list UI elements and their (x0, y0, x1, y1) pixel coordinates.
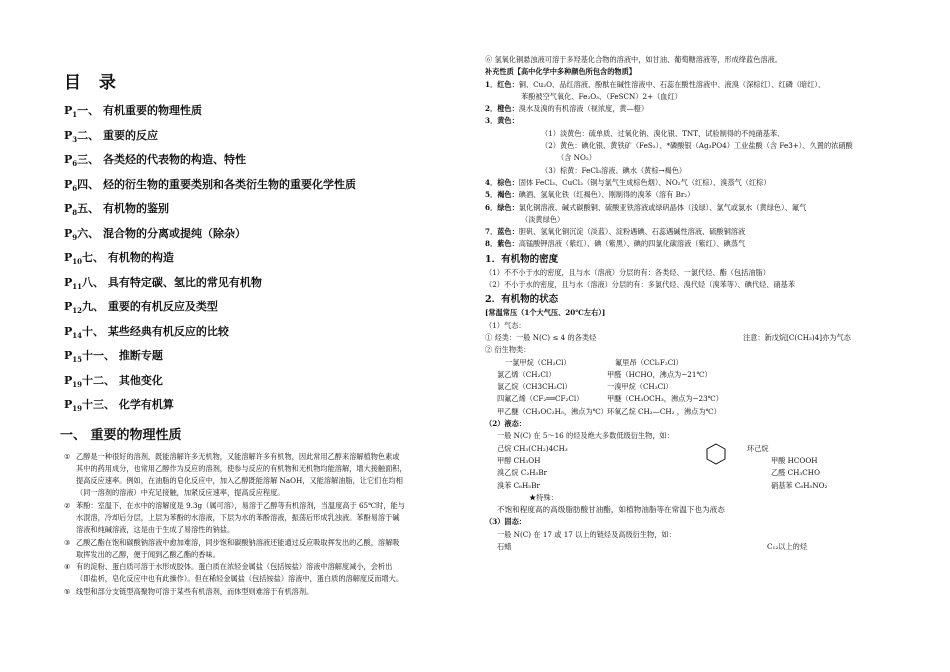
gas-line-1 (485, 332, 930, 344)
paragraph (64, 561, 455, 586)
toc-page-sub: 6 (72, 183, 78, 193)
color-row (485, 189, 930, 201)
color-label: 8．紫色： (485, 239, 519, 249)
color-text: 苯酚被空气氧化、Fe₂O₃、（FeSCN）2+（血红） (521, 91, 682, 101)
color-label: 3．黄色： (485, 116, 519, 126)
toc-item (64, 197, 455, 222)
toc-item-label: 三、 各类烃的代表物的构造、特性 (77, 153, 246, 166)
gas-item-right: 环氧乙烷 CH₂—CH₂ ，沸点为℃） (607, 406, 721, 416)
solid-example (485, 541, 930, 553)
toc-page-number: $P_3$ (64, 128, 78, 144)
paragraph (64, 500, 455, 537)
supplement-title: 补充性质【高中化学中多种颜色所包含的物质】 (485, 67, 636, 77)
paragraph-line (64, 573, 455, 585)
special-text: 不饱和程度高的高级脂肪酸甘油酯，如植物油脂等在常温下也为液态 (497, 505, 725, 515)
benzene-ring-icon (705, 443, 727, 465)
color-text: 胆矾、氢氧化铜沉淀（淡蓝）、淀粉遇碘、石蕊遇碱性溶液、硫酸铜溶液 (518, 227, 746, 237)
toc-item (64, 369, 455, 394)
paragraph-number: ③ (64, 537, 71, 547)
toc-item (64, 246, 455, 271)
toc-page-sub: 9 (72, 232, 78, 242)
color-text: 碘酒、氢氧化铁（红褐色）、刚制得的溴苯（溶有 Br₂） (518, 190, 695, 200)
gas-item-left: 一氯甲烷（CH₃Cl） (505, 357, 571, 367)
gas-item-left: 氯乙烯（CH₂Cl） (497, 369, 556, 379)
yellow-sub-line: （含 NO₂） (557, 153, 596, 163)
toc-page-number: $P_6$ (64, 177, 78, 193)
solid-example-left: 石蜡 (497, 541, 512, 551)
density-line: （2）不小于水的密度，且与水（溶液）分层的有：多氯代烃、溴代烃（溴苯等）、碘代烃、硝基苯 (485, 280, 796, 290)
liquid-item-left: 溴苯 C₆H₅Br (497, 480, 540, 490)
color-row (485, 91, 930, 103)
color-label: 4．棕色： (485, 177, 519, 187)
toc-page-number: $P_{19}$ (64, 373, 83, 389)
yellow-sub-line: （2）黄色：碘化银、黄铁矿（FeS₂）、*磷酸银（Ag₃PO4）工业盐酸（含 Fe3+）、久置的浓硝酸 (541, 141, 853, 151)
toc-item (64, 344, 455, 369)
toc-page-number: $P_{19}$ (64, 398, 83, 414)
paragraph-line (64, 524, 455, 536)
paragraph-line (64, 475, 455, 487)
toc-item (64, 173, 455, 198)
liquid-pair-row (485, 467, 930, 479)
toc-page-sub: 10 (72, 257, 83, 267)
gas-item-right: 甲醛（HCHO，沸点为−21℃） (607, 369, 712, 379)
yellow-sub-line: （1）淡黄色：硫单质、过氧化钠、溴化银、TNT、试验制得的不纯硝基苯、 (541, 128, 785, 138)
liquid-item-right: 环己烷 (747, 443, 769, 453)
toc-title: 目 录 (64, 73, 122, 93)
gas-title: （1）气态： (485, 320, 526, 330)
color-label: 1．红色： (485, 79, 519, 89)
gas-item-right: 甲醚（CH₃OCH₃，沸点为−23℃） (607, 394, 723, 404)
toc-item (64, 271, 455, 296)
section-paragraphs (64, 451, 455, 599)
toc-item (64, 393, 455, 418)
paragraph-number: ① (64, 451, 71, 461)
toc-page-number: $P_{14}$ (64, 324, 83, 340)
toc-item (64, 295, 455, 320)
toc-item-label: 五、 有机物的鉴别 (77, 202, 169, 215)
toc-page-number: $P_{11}$ (64, 275, 83, 291)
color-text: 高锰酸钾溶液（紫红）、碘（紫黑）、碘的四氯化碳溶液（紫红）、碘蒸气 (518, 239, 746, 249)
color-label: 5．褐色： (485, 190, 519, 200)
solid-line: 一般 N(C) 在 17 或 17 以上的链烃及高级衍生物，如： (497, 529, 676, 539)
toc-page-sub: 19 (72, 404, 83, 414)
color-label: 6．绿色： (485, 202, 519, 212)
toc-page-sub: 6 (72, 159, 78, 169)
toc-page-sub: 1 (72, 110, 78, 120)
color-text: 铜、Cu₂O、品红溶液、酚酞在碱性溶液中、石蕊在酸性溶液中、液溴（深棕红）、红磷（暗红）、 (518, 79, 826, 89)
toc-page-number: $P_{10}$ (64, 251, 83, 267)
solid-example-right: C₁₂以上的烃 (767, 541, 808, 551)
liquid-item-right: 硝基苯 C₆H₅NO₂ (771, 480, 828, 490)
yellow-sub-line: （3）棕黄：FeCl₃溶液、碘水（黄棕→褐色） (541, 165, 687, 175)
toc-page-number: $P_1$ (64, 104, 78, 120)
paragraph-line (64, 451, 455, 463)
toc-item-label: 一、 有机重要的物理性质 (77, 104, 202, 117)
toc-page-number: $P_9$ (64, 226, 78, 242)
paragraph-line (64, 487, 455, 499)
hydroxide-note: ⑥ 氢氧化铜悬浊液可溶于多羟基化合物的溶液中，如甘油、葡萄糖溶液等，形成绛蓝色溶液。 (485, 55, 782, 64)
density-title: 1．有机物的密度 (485, 253, 559, 265)
toc-list (64, 99, 455, 418)
yellow-sublist (485, 128, 930, 177)
color-text: 固体 FeCl₃、CuCl₂（铜与氯气生成棕色烟）、NO₂气（红棕）、溴蒸气（红棕） (518, 177, 771, 187)
color-text: 氯化铜溶液、碱式碳酸铜、硫酸亚铁溶液或绿矾晶体（浅绿）、氯气或氯水（黄绿色）、氟气 (518, 202, 807, 212)
right-page (475, 0, 950, 672)
color-list-2 (485, 177, 930, 251)
paragraph-number: ⑤ (64, 586, 71, 596)
color-text: （淡黄绿色） (521, 214, 565, 224)
gas-item-left: 甲乙醚（CH₃OC₂H₅，沸点为℃） (497, 406, 608, 416)
paragraph-line (64, 549, 455, 561)
paragraph-text: 水混溶，冷却后分层，上层为苯酚的水溶液，下层为水的苯酚溶液，振荡后形成乳浊液。苯酚易溶于碱 (76, 512, 400, 522)
gas-hydrocarbons: ① 烃类：一般 N(C) ≤ 4 的各类烃 (485, 332, 597, 342)
gas-item-right: 一溴甲烷（CH₃Cl） (607, 382, 673, 392)
toc-page-number: $P_{15}$ (64, 349, 83, 365)
toc-item-label: 七、 有机物的构造 (82, 251, 174, 264)
paragraph-text: 有的淀粉、蛋白质可溶于水形成胶体。蛋白质在浓轻金属盐（包括铵盐）溶液中溶解度减小，会析出 (76, 562, 393, 572)
color-label: 2．橙色： (485, 104, 519, 114)
density-line: （1）不不小于水的密度，且与水（溶液）分层的有：各类烃、一氯代烃、酯（包括油脂） (485, 267, 770, 277)
gas-line-2: ② 衍生物类： (485, 345, 531, 355)
liquid-item-right: 甲酸 HCOOH (771, 455, 818, 465)
gas-pair-row (485, 369, 930, 381)
gas-note: 注意：新戊烷[C(CH₃)4]亦为气态 (743, 332, 851, 342)
toc-page-sub: 14 (72, 330, 83, 340)
state-title: 2．有机物的状态 (485, 294, 559, 306)
toc-item-label: 十二、 其他变化 (82, 373, 163, 387)
gas-pair-row (485, 393, 930, 405)
toc-page-number: $P_{12}$ (64, 300, 83, 316)
toc-page-number: $P_6$ (64, 153, 78, 169)
toc-page-sub: 11 (72, 281, 83, 291)
gas-item-right: 氟里昂（CCl₂F₂Cl） (615, 357, 683, 367)
paragraph (64, 537, 455, 562)
density-lines (485, 267, 930, 292)
gas-derivatives (485, 357, 930, 418)
liquid-title: （2）液态： (485, 419, 526, 429)
paragraph-line (64, 512, 455, 524)
toc-item (64, 222, 455, 247)
color-list (485, 79, 930, 128)
gas-pair-row (485, 381, 930, 393)
paragraph (64, 451, 455, 500)
liquid-item-left: 己烷 CH₃(CH₂)4CH₃ (497, 443, 568, 453)
paragraph-line (64, 586, 455, 598)
paragraph-text: 苯酚：室温下，在水中的溶解度是 9.3g（属可溶），易溶于乙醇等有机溶剂，当温度高于 65℃时，能与 (76, 500, 405, 510)
toc-page-sub: 19 (72, 379, 83, 389)
color-row (485, 103, 930, 115)
solid-title: （3）固态： (485, 517, 526, 527)
toc-item (64, 320, 455, 345)
liquid-line: 一般 N(C) 在 5～16 的烃及绝大多数低级衍生物，如： (497, 431, 674, 441)
gas-item-left: 氯乙烷（CH3CH₂Cl） (497, 382, 572, 392)
toc-item-label: 六、 混合物的分离或提纯（除杂） (77, 226, 246, 240)
paragraph-text: 取挥发出的乙醇，便于闻到乙酸乙酯的香味。 (76, 549, 220, 559)
toc-item (64, 148, 455, 173)
toc-item-label: 十三、 化学有机算 (82, 398, 174, 411)
liquid-item-right: 乙醛 CH₃CHO (771, 468, 820, 478)
toc-item-label: 八、 具有特定碳、氢比的常见有机物 (82, 275, 262, 289)
toc-item-label: 十一、 推断专题 (82, 349, 163, 362)
special-label: ★特殊： (529, 492, 558, 502)
color-row (485, 214, 930, 226)
toc-page-sub: 8 (72, 208, 78, 218)
liquid-item-left: 溴乙烷 C₂H₅Br (497, 468, 548, 478)
color-text: 溴水及溴的有机溶液（视浓度，黄—橙） (518, 104, 649, 114)
gas-pair-row (485, 357, 930, 369)
liquid-item-left: 甲醇 CH₃OH (497, 455, 541, 465)
color-row (485, 79, 930, 91)
paragraph-text: 其中的药用成分，也常用乙醇作为反应的溶剂，使参与反应的有机物和无机物均能溶解，增大接触面积， (76, 463, 407, 473)
toc-page-sub: 15 (72, 355, 83, 365)
toc-item-label: 九、 重要的有机反应及类型 (82, 300, 218, 313)
color-row (485, 238, 930, 250)
toc-item-label: 十、 某些经典有机反应的比较 (82, 324, 229, 338)
color-label: 7．蓝色： (485, 227, 519, 237)
color-row (485, 177, 930, 189)
toc-item (64, 99, 455, 124)
toc-item (64, 124, 455, 149)
toc-page-number: $P_8$ (64, 202, 78, 218)
paragraph (64, 586, 455, 598)
paragraph-line (64, 537, 455, 549)
toc-page-sub: 3 (72, 134, 78, 144)
paragraph-text: 乙醇是一种很好的溶剂，既能溶解许多无机物，又能溶解许多有机物，因此常用乙醇来溶解植物色素或 (76, 451, 400, 461)
paragraph-line (64, 500, 455, 512)
paragraph-text: （即盐析，皂化反应中也有此操作）。但在稀轻金属盐（包括铵盐）溶液中，蛋白质的溶解度反而增大。 (76, 574, 404, 584)
toc-page-sub: 12 (72, 306, 83, 316)
liquid-pair-row (485, 480, 930, 492)
paragraph-text: 溶液和纯碱溶液，这是由于生成了易溶性的钠盐。 (76, 525, 235, 535)
color-row (485, 226, 930, 238)
gas-pair-row (485, 406, 930, 418)
paragraph-text: 乙酸乙酯在饱和碳酸钠溶液中愈加难溶，同步饱和碳酸钠溶液还能通过反应吸取挥发出的乙酸，溶解吸 (76, 537, 400, 547)
toc-item-label: 四、 烃的衍生物的重要类别和各类衍生物的重要化学性质 (77, 177, 356, 191)
paragraph-line (64, 463, 455, 475)
state-note: [常温常压（1个大气压、20℃左右）] (485, 308, 606, 318)
paragraph-text: （同一溶剂的溶液）中充足接触，加紧反应速率，提高反应程度。 (76, 488, 285, 498)
paragraph-text: 线型和部分支链型高聚物可溶于某些有机溶剂，而体型则难溶于有机溶剂。 (76, 586, 314, 596)
section-heading: 一、 重要的物理性质 (60, 427, 182, 443)
color-row (485, 202, 930, 214)
paragraph-number: ② (64, 500, 71, 510)
gas-item-left: 四氟乙烯（CF₂══CF₂Cl） (497, 394, 584, 404)
liquid-block (485, 443, 930, 492)
paragraph-number: ④ (64, 562, 71, 572)
color-row (485, 115, 930, 127)
paragraph-text: 提高反应速率。例如，在油脂的皂化反应中，加入乙醇既能溶解 NaOH，又能溶解油脂，让它们在均相 (76, 476, 403, 486)
toc-item-label: 二、 重要的反应 (77, 128, 158, 142)
paragraph-line (64, 561, 455, 573)
